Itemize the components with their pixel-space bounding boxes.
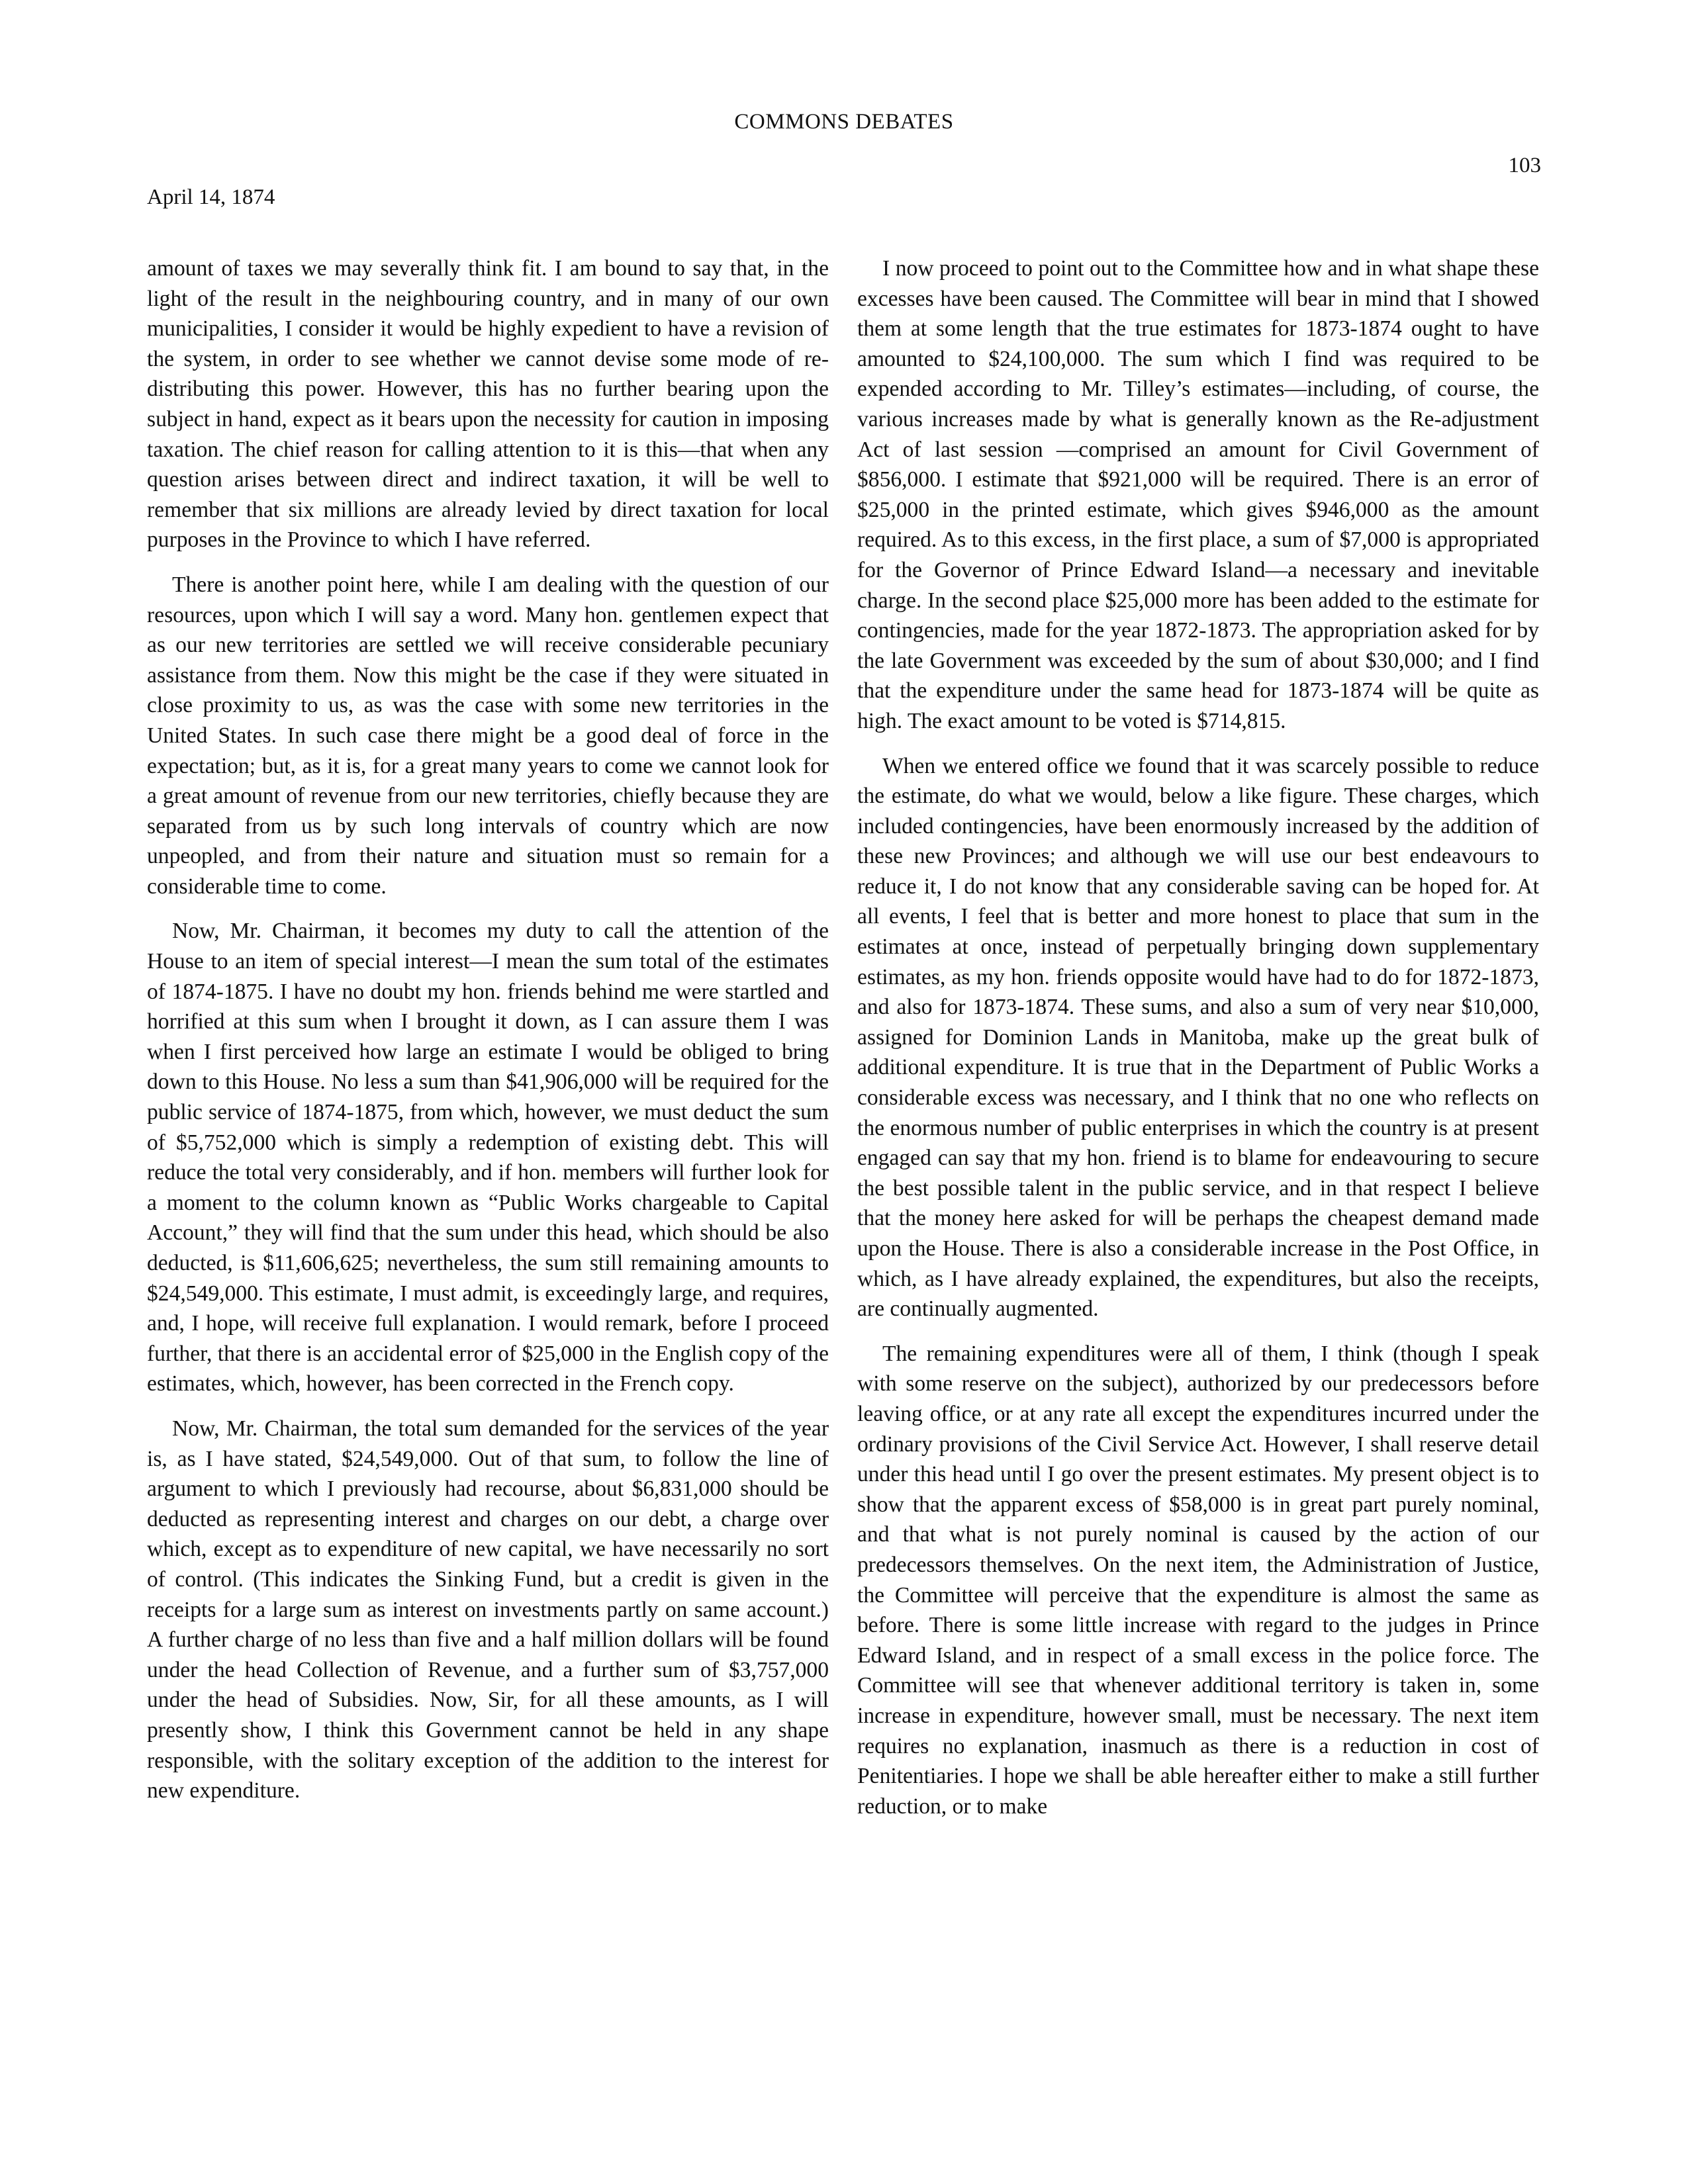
right-column [857, 253, 1539, 1836]
paragraph: The remaining expenditures were all of them, I think (though I speak with some reserve on the subject), authorized by our predecessors before leaving office, or at any rate all except the expenditures incurred under the ordinary provisions of the Civil Service Act. However, I shall reserve detail under this head until I go over the present estimates. My present object is to show that the apparent excess of $58,000 is in great part purely nominal, and that what is not purely nominal is caused by the action of our predecessors themselves. On the next item, the Administration of Justice, the Committee will perceive that the expenditure is almost the same as before. There is some little increase with regard to the judges in Prince Edward Island, and in respect of a small excess in the police force. The Committee will see that whenever additional territory is taken in, some increase in expenditure, however small, must be necessary. The next item requires no explanation, inasmuch as there is a reduction in cost of Penitentiaries. I hope we shall be able hereafter either to make a still further reduction, or to make [857, 1341, 1539, 1819]
paragraph: Now, Mr. Chairman, the total sum demanded for the services of the year is, as I have stated, $24,549,000. Out of that sum, to follow the line of argument to which I previously had recourse, about $6,831,000 should be deducted as representing interest and charges on our debt, a charge over which, except as to expenditure of new capital, we have necessarily no sort of control. (This indicates the Sinking Fund, but a credit is given in the receipts for a large sum as interest on investments partly on same account.) A further charge of no less than five and a half million dollars will be found under the head Collection of Revenue, and a further sum of $3,757,000 under the head of Subsidies. Now, Sir, for all these amounts, as I will presently show, I think this Government cannot be held in any shape responsible, with the solitary exception of the addition to the interest for new expenditure. [147, 1416, 829, 1803]
left-column [147, 253, 829, 1821]
paragraph: When we entered office we found that it was scarcely possible to reduce the estimate, do what we would, below a like figure. These charges, which included contingencies, have been enormously increased by the addition of these new Provinces; and although we will use our best endeavours to reduce it, I do not know that any considerable saving can be hoped for. At all events, I feel that is better and more honest to place that sum in the estimates at once, instead of perpetually bringing down supplementary estimates, as my hon. friends opposite would have had to do for 1872-1873, and also for 1873-1874. These sums, and also a sum of very near $10,000, assigned for Dominion Lands in Manitoba, make up the great bulk of additional expenditure. It is true that in the Department of Public Works a considerable excess was necessary, and I think that no one who reflects on the enormous number of public enterprises in which the country is at present engaged can say that my hon. friend is to blame for endeavouring to secure the best possible talent in the public service, and in that respect I believe that the money here asked for will be perhaps the cheapest demand made upon the House. There is also a considerable increase in the Post Office, in which, as I have already explained, the expenditures, but also the receipts, are continually augmented. [857, 753, 1539, 1322]
page-date: April 14, 1874 [147, 185, 275, 209]
paragraph: amount of taxes we may severally think fit. I am bound to say that, in the light of the result in the neighbouring country, and in many of our own municipalities, I consider it would be highly expedient to have a revision of the system, in order to see whether we cannot devise some mode of re-distributing this power. However, this has no further bearing upon the subject in hand, expect as it bears upon the necessity for caution in imposing taxation. The chief reason for calling attention to it is this—that when any question arises between direct and indirect taxation, it will be well to remember that six millions are already levied by direct taxation for local purposes in the Province to which I have referred. [147, 256, 829, 553]
paragraph: Now, Mr. Chairman, it becomes my duty to call the attention of the House to an item of special interest—I mean the sum total of the estimates of 1874-1875. I have no doubt my hon. friends behind me were startled and horrified at this sum when I brought it down, as I can assure them I was when I first perceived how large an estimate I would be obliged to bring down to this House. No less a sum than $41,906,000 will be required for the public service of 1874-1875, from which, however, we must deduct the sum of $5,752,000 which is simply a redemption of existing debt. This will reduce the total very considerably, and if hon. members will further look for a moment to the column known as “Public Works chargeable to Capital Account,” they will find that the sum under this head, which should be also deducted, is $11,606,625; nevertheless, the sum still remaining amounts to $24,549,000. This estimate, I must admit, is exceedingly large, and requires, and, I hope, will receive full explanation. I would remark, before I proceed further, that there is an accidental error of $25,000 in the English copy of the estimates, which, however, has been corrected in the French copy. [147, 919, 829, 1396]
paragraph: There is another point here, while I am dealing with the question of our resources, upon which I will say a word. Many hon. gentlemen expect that as our new territories are settled we will receive considerable pecuniary assistance from them. Now this might be the case if they were situated in close proximity to us, as was the case with some new territories in the United States. In such case there might be a good deal of force in the expectation; but, as it is, for a great many years to come we cannot look for a great amount of revenue from our new territories, chiefly because they are separated from us by such long intervals of country which are now unpeopled, and from their nature and situation must so remain for a considerable time to come. [147, 572, 829, 899]
paragraph: I now proceed to point out to the Committee how and in what shape these excesses have been caused. The Committee will bear in mind that I showed them at some length that the true estimates for 1873-1874 ought to have amounted to $24,100,000. The sum which I find was required to be expended according to Mr. Tilley’s estimates—including, of course, the various increases made by what is generally known as the Re-adjustment Act of last session —comprised an amount for Civil Government of $856,000. I estimate that $921,000 will be required. There is an error of $25,000 in the printed estimate, which gives $946,000 as the amount required. As to this excess, in the first place, a sum of $7,000 is appropriated for the Governor of Prince Edward Island—a necessary and inevitable charge. In the second place $25,000 more has been added to the estimate for contingencies, made for the year 1872-1873. The appropriation asked for by the late Government was exceeded by the sum of about $30,000; and I find that the expenditure under the same head for 1873-1874 will be quite as high. The exact amount to be voted is $714,815. [857, 256, 1539, 733]
page-number: 103 [1508, 154, 1541, 177]
page-header-title: COMMONS DEBATES [734, 110, 954, 134]
